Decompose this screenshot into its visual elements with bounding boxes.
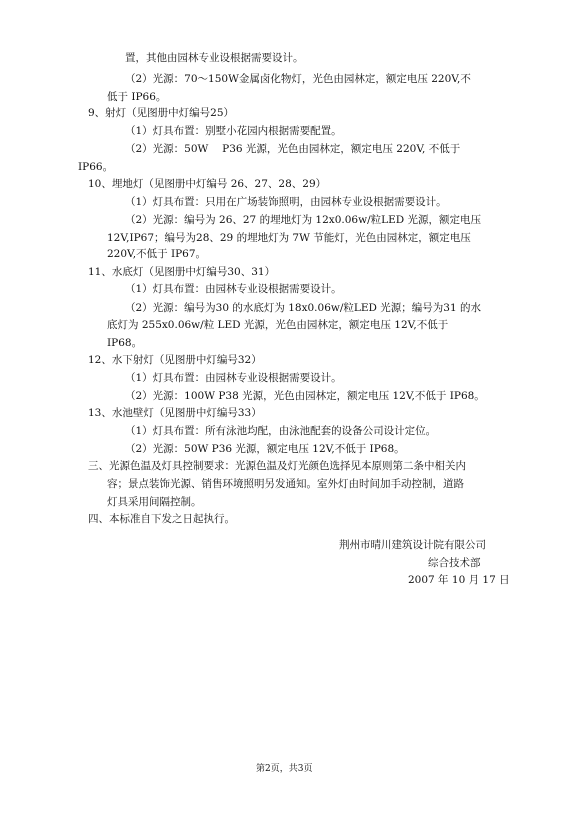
text-line: （2）光源：编号为 26、27 的埋地灯为 12x0.06w/粒LED 光源，额定电压 [125, 214, 481, 226]
heading-item-9: 9、射灯（见图册中灯编号25） [88, 107, 235, 119]
text-line: 灯具采用间隔控制。 [107, 496, 202, 508]
text-line: IP66。 [78, 161, 114, 173]
text-line: （2）光源：50W P36 光源，额定电压 12V,不低于 IP68。 [125, 443, 405, 455]
text-line: 置，其他由园林专业设根据需要设计。 [125, 52, 304, 64]
signature-date: 2007 年 10 月 17 日 [408, 574, 510, 586]
text-line: （1）灯具布置：由园林专业设根据需要设计。 [125, 283, 342, 295]
heading-item-13: 13、水池壁灯（见图册中灯编号33） [88, 407, 262, 419]
text-line: （1）灯具布置：别墅小花园内根据需要配置。 [125, 125, 342, 137]
heading-item-11: 11、水底灯（见图册中灯编号30、31） [88, 266, 276, 278]
heading-item-10: 10、埋地灯（见图册中灯编号 26、27、28、29） [88, 178, 327, 190]
text-line: 容；景点装饰光源、销售环境照明另发通知。室外灯由时间加手动控制，道路 [107, 478, 464, 490]
text-line: 220V,不低于 IP67。 [107, 248, 207, 260]
text-line: （2）光源：50W P36 光源，光色由园林定，额定电压 220V, 不低于 [125, 143, 461, 155]
heading-item-12: 12、水下射灯（见图册中灯编号32） [88, 354, 262, 366]
signature-company: 荆州市晴川建筑设计院有限公司 [339, 539, 486, 551]
section-4-heading: 四、本标准自下发之日起执行。 [88, 513, 235, 525]
text-line: 低于 IP66。 [107, 91, 167, 103]
text-line: 12V,IP67；编号为28、29 的埋地灯为 7W 节能灯，光色由园林定，额定电压 [107, 232, 471, 244]
signature-department: 综合技术部 [428, 557, 481, 569]
section-3-heading: 三、光源色温及灯具控制要求：光源色温及灯光颜色选择见本原则第二条中相关内 [88, 460, 466, 472]
page-number-footer: 第2页，共3页 [256, 764, 313, 774]
text-line: （1）灯具布置：只用在广场装饰照明，由园林专业设根据需要设计。 [125, 196, 447, 208]
text-line: （1）灯具布置：由园林专业设根据需要设计。 [125, 372, 342, 384]
text-line: （2）光源：编号为30 的水底灯为 18x0.06w/粒LED 光源；编号为31 的水 [125, 302, 481, 314]
text-line: 底灯为 255x0.06w/粒 LED 光源，光色由园林定，额定电压 12V,不低于 [107, 319, 449, 331]
text-line: （2）光源：70～150W金属卤化物灯，光色由园林定，额定电压 220V,不 [125, 73, 471, 85]
text-line: IP68。 [107, 337, 143, 349]
text-line: （1）灯具布置：所有泳池均配，由泳池配套的设备公司设计定位。 [125, 425, 437, 437]
text-line: （2）光源：100W P38 光源，光色由园林定，额定电压 12V,不低于 IP68。 [125, 390, 485, 402]
